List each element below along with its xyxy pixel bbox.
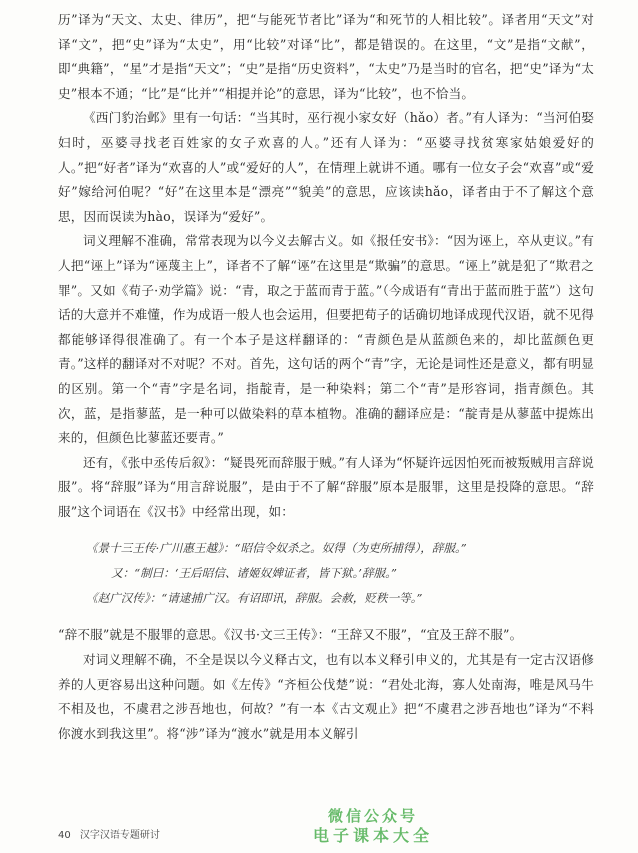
quotation-line: 又：“制曰：‘王后昭信、诸姬奴婢证者，皆下狱。’辞服。” [111,566,397,581]
paragraph: 对词义理解不确，不全是误以今义释古文，也有以本义释引申义的，尤其是有一定古汉语修养的人更容易出这种问题。如《左传》“齐桓公伐楚”说：“君处北海，寡人处南海，唯是风马牛不相及也，不虞君之涉吾地也，何故？”有一本《古文观止》把“不虞君之涉吾地也”译为“不料你渡水到我这里”。将“涉”译为“渡水”就是用本义解引 [58,652,594,741]
watermark-line: 微信公众号 [327,807,418,825]
paragraph: 《西门豹治邺》里有一句话：“当其时，巫行视小家女好（hǎo）者。”有人译为：“当河伯娶妇时，巫婆寻找老百姓家的女子欢喜的人。”还有人译为：“巫婆寻找贫寒家姑娘爱好的人。”把“好者”译为“欢喜的人”或“爱好的人”，在情理上就讲不通。哪有一位女子会“欢喜”或“爱好”嫁给河伯呢？“好”在这里本是“漂亮”“貌美”的意思，应该读hǎo，译者由于不了解这个意思，因而误读为hào，误译为“爱好”。 [58,110,594,224]
paragraph: “辞不服”就是不服罪的意思。《汉书·文三王传》：“王辞又不服”，“宜及王辞不服”。 [58,627,523,643]
page-footer [58,826,160,841]
watermark [258,807,488,845]
paragraph: 还有，《张中丞传后叙》：“疑畏死而辞服于贼。”有人译为“怀疑许远因怕死而被叛贼用言辞说服”。将“辞服”译为“用言辞说服”，是由于不了解“辞服”原本是服罪，这里是投降的意思。“辞服”这个词语在《汉书》中经常出现，如： [58,454,594,519]
watermark-line: 电子课本大全 [312,826,433,845]
page-body [58,8,594,746]
book-title: 汉字汉语专题研讨 [79,830,160,841]
paragraph: 词义理解不准确，常常表现为以今义去解古义。如《报任安书》：“因为诬上，卒从吏议。”有人把“诬上”译为“诬蔑主上”，译者不了解“诬”在这里是“欺骗”的意思。“诬上”就是犯了“欺君之罪”。又如《荀子·劝学篇》说：“青，取之于蓝而青于蓝。”（今成语有“青出于蓝而胜于蓝”）这句话的大意并不难懂，作为成语一般人也会运用，但要把荀子的话确切地译成现代汉语，就不见得都能够译得很准确了。有一个本子是这样翻译的：“青颜色是从蓝颜色来的，却比蓝颜色更青。”这样的翻译对不对呢？不对。首先，这句话的两个“青”字，无论是词性还是意义，都有明显的区别。第一个“青”字是名词，指靛青，是一种染料；第二个“青”是形容词，指青颜色。其次，蓝，是指蓼蓝，是一种可以做染料的草本植物。准确的翻译应是：“靛青是从蓼蓝中提炼出来的，但颜色比蓼蓝还要青。” [58,233,594,446]
paragraph: 历”译为“天文、太史、律历”，把“与能死节者比”译为“和死节的人相比较”。译者用“天文”对译“文”，把“史”译为“太史”，用“比较”对译“比”，都是错误的。在这里，“文”是指“文献”，即“典籍”，“星”才是指“天文”；“史”是指“历史资料”，“太史”乃是当时的官名，把“史”译为“太史”根本不通；“比”是“比并”“相提并论”的意思，译为“比较”，也不恰当。 [58,12,594,101]
quotation-block [86,536,576,611]
quotation-line: 《赵广汉传》：“请逮捕广汉。有诏即讯，辞服。会赦，贬秩一等。” [86,591,423,606]
page-number: 40 [58,830,71,841]
quotation-line: 《景十三王传·广川惠王越》：“昭信令奴杀之。奴得（为吏所捕得），辞服。” [86,541,467,556]
